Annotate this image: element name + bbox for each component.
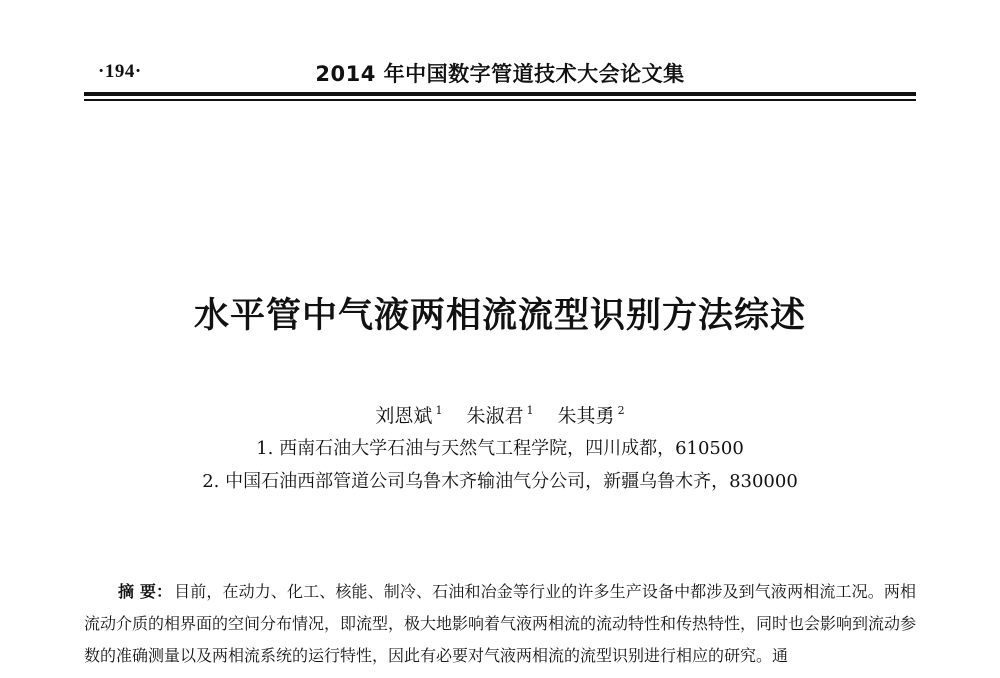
affiliation-mark: 2 [617, 404, 625, 417]
author-name: 朱淑君 [466, 405, 524, 427]
affiliation-1: 1. 西南石油大学石油与天然气工程学院，四川成都，610500 [256, 438, 744, 459]
affiliation-2: 2. 中国石油西部管道公司乌鲁木齐输油气分公司，新疆乌鲁木齐，830000 [202, 471, 798, 492]
author [558, 405, 625, 427]
author [466, 405, 533, 427]
author-name: 刘恩斌 [375, 405, 433, 427]
page-number: ·194· [98, 61, 142, 82]
header-rule-thin [84, 99, 916, 101]
paper-title: 水平管中气液两相流流型识别方法综述 [193, 296, 806, 336]
author [375, 405, 442, 427]
affiliation-mark: 1 [526, 404, 534, 417]
author-list [0, 401, 1000, 428]
running-header [84, 58, 916, 88]
abstract-text: 目前，在动力、化工、核能、制冷、石油和冶金等行业的许多生产设备中都涉及到气液两相流工况。两相流动介质的相界面的空间分布情况，即流型，极大地影响着气液两相流的流动特性和传热特性，同时也会影响到流动参数的准确测量以及两相流系统的运行特性，因此有必要对气液两相流的流型识别进行相应的研究。通 [84, 582, 917, 665]
abstract-label: 摘 要： [118, 582, 173, 601]
affiliation-mark: 1 [435, 404, 443, 417]
header-rule-thick [84, 92, 916, 96]
journal-title: 2014 年中国数字管道技术大会论文集 [315, 62, 685, 86]
author-name: 朱其勇 [557, 405, 615, 427]
abstract [84, 576, 916, 672]
